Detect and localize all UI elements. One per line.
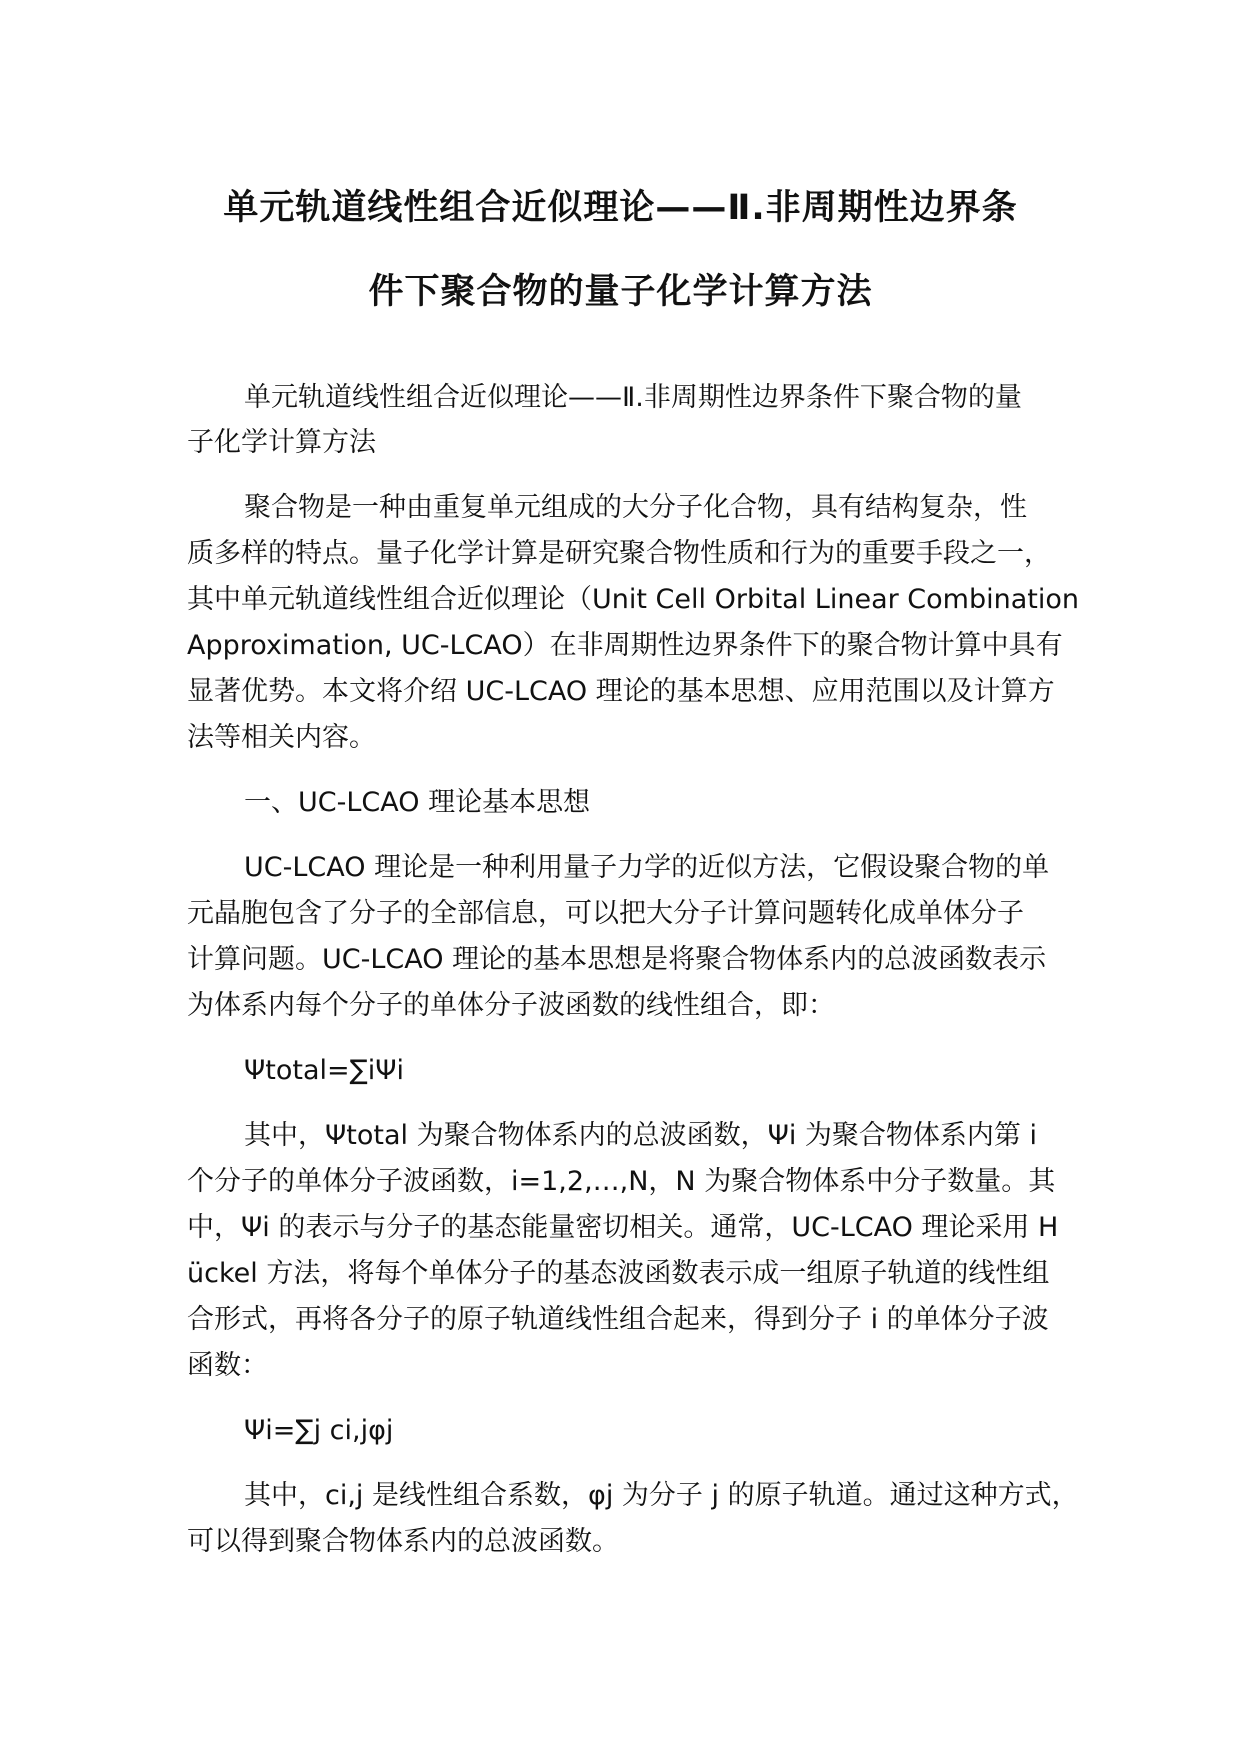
paragraph-line: Approximation, UC-LCAO）在非周期性边界条件下的聚合物计算中具有 <box>187 630 1063 661</box>
paragraph-line: 单元轨道线性组合近似理论——Ⅱ.非周期性边界条件下聚合物的量 <box>244 382 1022 413</box>
paragraph-line: 元晶胞包含了分子的全部信息，可以把大分子计算问题转化成单体分子 <box>187 898 1024 929</box>
paragraph-line: 法等相关内容。 <box>187 722 376 753</box>
paragraph-line: 其中，ci,j 是线性组合系数，φj 为分子 j 的原子轨道。通过这种方式， <box>244 1480 1079 1511</box>
paragraph-line: 质多样的特点。量子化学计算是研究聚合物性质和行为的重要手段之一， <box>187 538 1051 569</box>
paragraph-line: 合形式，再将各分子的原子轨道线性组合起来，得到分子 i 的单体分子波 <box>187 1304 1049 1335</box>
paragraph-line: UC-LCAO 理论是一种利用量子力学的近似方法，它假设聚合物的单 <box>244 852 1050 883</box>
paragraph-line: 其中单元轨道线性组合近似理论（Unit Cell Orbital Linear Combination <box>187 584 1079 615</box>
paragraph-line: 可以得到聚合物体系内的总波函数。 <box>187 1526 619 1557</box>
section-heading: 一、UC-LCAO 理论基本思想 <box>244 787 591 818</box>
paragraph-line: 计算问题。UC-LCAO 理论的基本思想是将聚合物体系内的总波函数表示 <box>187 944 1047 975</box>
formula: Ψi=∑j ci,jφj <box>244 1415 394 1446</box>
paragraph-line: 子化学计算方法 <box>187 427 376 458</box>
paragraph-line: 显著优势。本文将介绍 UC-LCAO 理论的基本思想、应用范围以及计算方 <box>187 676 1055 707</box>
paragraph-line: 个分子的单体分子波函数，i=1,2,…,N，N 为聚合物体系中分子数量。其 <box>187 1166 1056 1197</box>
paragraph-line: ückel 方法，将每个单体分子的基态波函数表示成一组原子轨道的线性组 <box>187 1258 1050 1289</box>
paragraph-line: 中，Ψi 的表示与分子的基态能量密切相关。通常，UC-LCAO 理论采用 H <box>187 1212 1059 1243</box>
paragraph-line: 聚合物是一种由重复单元组成的大分子化合物，具有结构复杂，性 <box>244 492 1027 523</box>
document-title-line-1: 单元轨道线性组合近似理论——Ⅱ.非周期性边界条 <box>223 188 1018 228</box>
paragraph-line: 函数： <box>187 1350 268 1381</box>
paragraph-line: 其中，Ψtotal 为聚合物体系内的总波函数，Ψi 为聚合物体系内第 i <box>244 1120 1037 1151</box>
document-title-line-2: 件下聚合物的量子化学计算方法 <box>368 272 873 312</box>
paragraph-line: 为体系内每个分子的单体分子波函数的线性组合，即： <box>187 990 835 1021</box>
formula: Ψtotal=∑iΨi <box>244 1055 405 1086</box>
